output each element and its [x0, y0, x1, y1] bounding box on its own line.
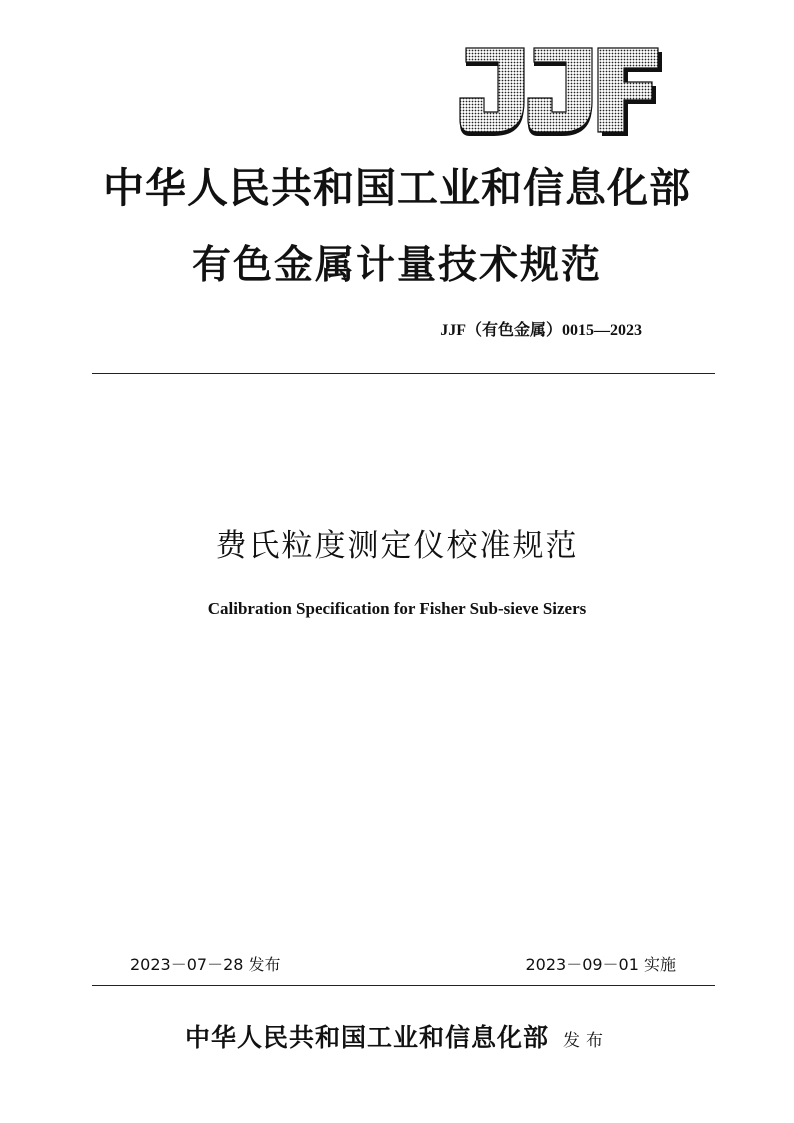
document-title-chinese: 费氏粒度测定仪校准规范 — [215, 528, 579, 564]
footer — [0, 1018, 794, 1054]
implementation-date: 2023－09－01 实施 — [525, 955, 676, 974]
series-title: 有色金属计量技术规范 — [191, 242, 602, 288]
header-divider — [92, 373, 715, 374]
jjf-logo — [458, 46, 663, 138]
issue-date: 2023－07－28 发布 — [130, 955, 281, 974]
issuer-title: 中华人民共和国工业和信息化部 — [103, 164, 691, 212]
footer-divider — [92, 985, 715, 986]
footer-publish-label: 发布 — [563, 1031, 609, 1051]
standard-code: JJF（有色金属）0015—2023 — [440, 322, 642, 339]
footer-organization: 中华人民共和国工业和信息化部 — [184, 1023, 549, 1052]
document-title-english: Calibration Specification for Fisher Sub-sieve Sizers — [207, 599, 587, 618]
